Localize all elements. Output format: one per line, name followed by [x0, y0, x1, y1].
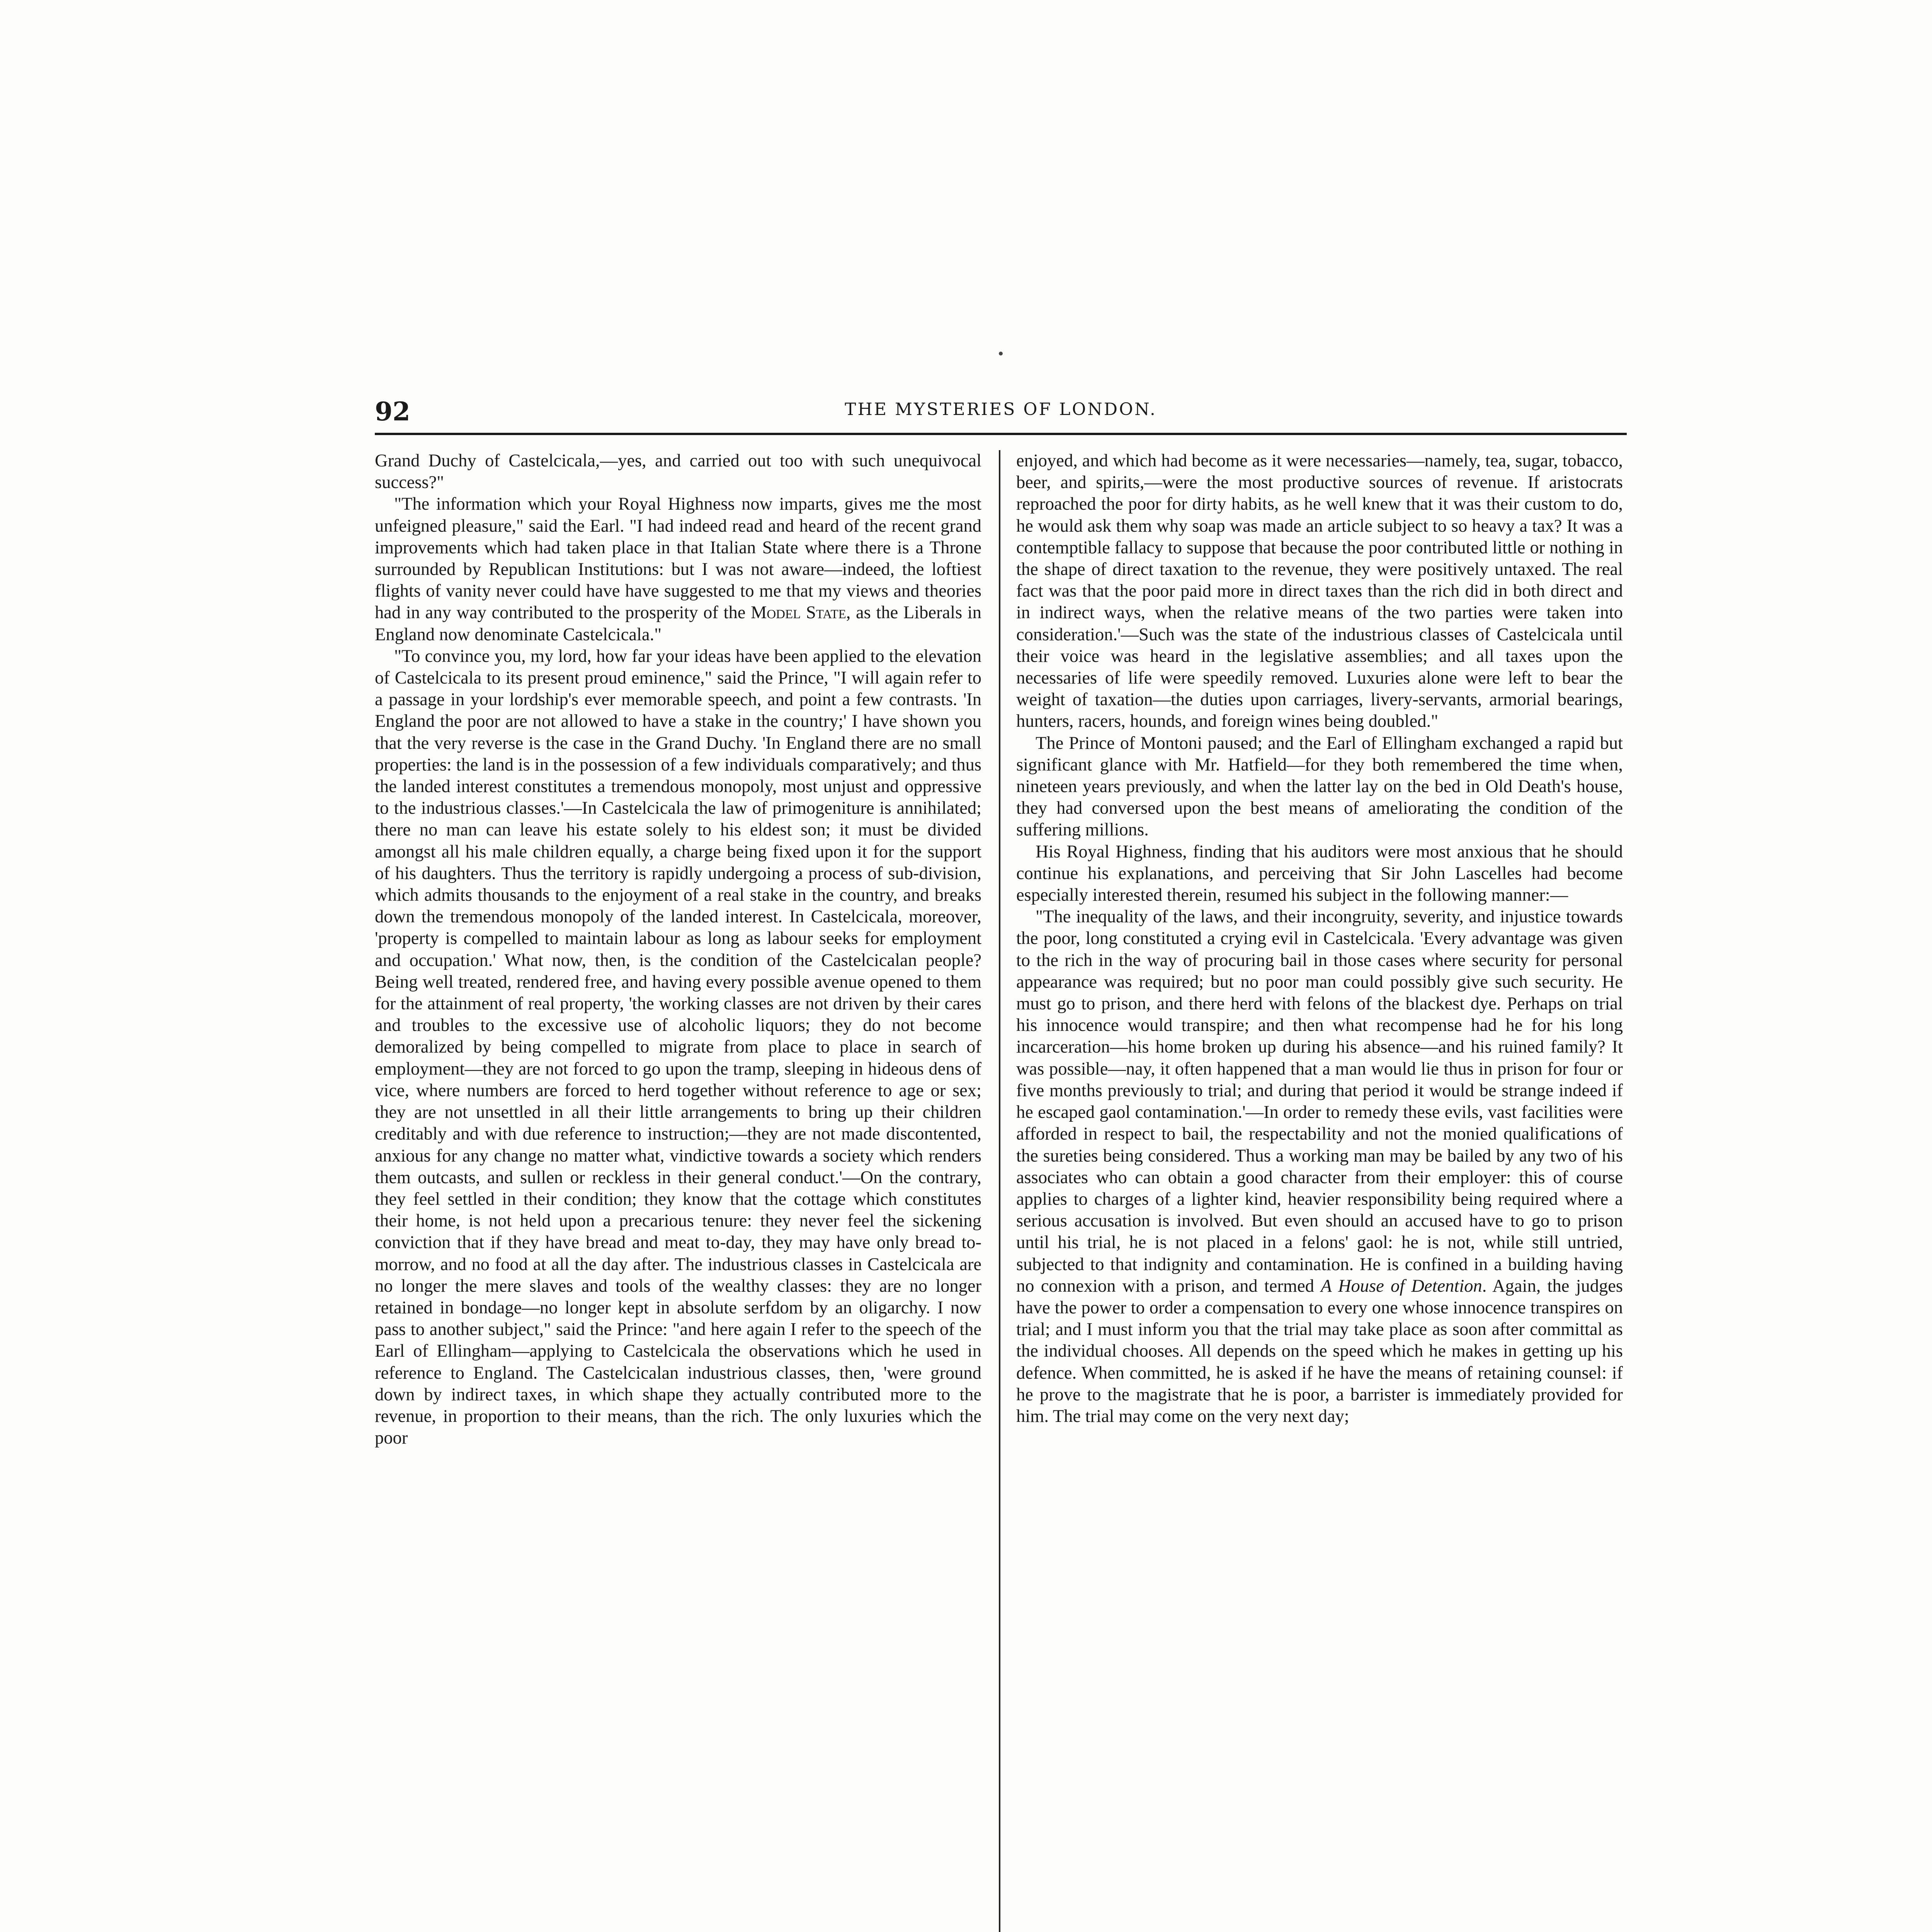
- small-caps-text: Model State: [750, 603, 846, 623]
- book-page: [375, 394, 1627, 1932]
- running-title: THE MYSTERIES OF LONDON.: [845, 400, 1157, 419]
- paragraph: Grand Duchy of Castelcicala,—yes, and carried out too with such unequivocal success?": [375, 451, 981, 493]
- page-number: 92: [375, 396, 410, 427]
- running-header: [375, 394, 1627, 429]
- paragraph: "The inequality of the laws, and their incongruity, severity, and injustice towards the poor, long constituted a crying evil in Castelcicala. 'Every advantage was given to the rich in the way of procuring bail in those cases where security for personal appearance was required; but no poor man could possibly give such security. He must go to prison, and there herd with felons of the blackest dye. Perhaps on trial his innocence would transpire; and then what recompense had he for his long incarceration—his home broken up during his absence—and his ruined family? It was possible—nay, it often happened that a man would lie thus in prison for four or five months previously to trial; and during that period it would be strange indeed if he escaped gaol contamination.'—In order to remedy these evils, vast facilities were afforded in respect to bail, the respectability and not the monied qualifications of the sureties being considered. Thus a working man may be bailed by any two of his associates who can obtain a good character from their employer: this of course applies to charges of a lighter kind, heavier responsibility being required where a serious accusation is involved. But even should an accused have to go to prison until his trial, he is not placed in a felons' gaol: he is not, while still untried, subjected to that indignity and contamination. He is confined in a building having no connexion with a prison, and termed A House of Detention. Again, the judges have the power to order a compensation to every one whose innocence transpires on trial; and I must inform you that the trial may take place as soon after committal as the individual chooses. All depends on the speed which he makes in getting up his defence. When committed, he is asked if he have the means of retaining counsel: if he prove to the magistrate that he is poor, a barrister is immediately provided for him. The trial may come on the very next day;: [1016, 907, 1623, 1426]
- column-divider: [999, 450, 1000, 1932]
- italic-term: A House of Detention: [1321, 1276, 1482, 1296]
- right-column: [1016, 450, 1623, 1932]
- ornament-dot: [999, 352, 1003, 355]
- paragraph: The Prince of Montoni paused; and the Earl of Ellingham exchanged a rapid but significant glance with Mr. Hatfield—for they both remembered the time when, nineteen years previously, and when the latter lay on the bed in Old Death's house, they had conversed upon the best means of ameliorating the condition of the suffering millions.: [1016, 733, 1623, 840]
- header-rule: [375, 433, 1627, 435]
- paragraph: "The information which your Royal Highness now imparts, gives me the most unfeigned pleasure," said the Earl. "I had indeed read and heard of the recent grand improvements which had taken place in that Italian State where there is a Throne surrounded by Republican Institutions: but I was not aware—indeed, the loftiest flights of vanity never could have have suggested to me that my views and theories had in any way contributed to the prosperity of the Model State, as the Liberals in England now denominate Castelcicala.": [375, 494, 981, 645]
- left-column: [375, 450, 981, 1932]
- paragraph: enjoyed, and which had become as it were necessaries—namely, tea, sugar, tobacco, beer, and spirits,—were the most productive sources of revenue. If aristocrats reproached the poor for dirty habits, as he well knew that it was their custom to do, he would ask them why soap was made an article subject to so heavy a tax? It was a contemptible fallacy to suppose that because the poor contributed little or nothing in the shape of direct taxation to the revenue, they were positively untaxed. The real fact was that the poor paid more in direct taxes than the rich did in both direct and in indirect ways, when the relative means of the two parties were taken into consideration.'—Such was the state of the industrious classes of Castelcicala until their voice was heard in the legislative assemblies; and all taxes upon the necessaries of life were speedily removed. Luxuries alone were left to bear the weight of taxation—the duties upon carriages, livery-servants, armorial bearings, hunters, racers, hounds, and foreign wines being doubled.": [1016, 451, 1623, 731]
- paragraph: His Royal Highness, finding that his auditors were most anxious that he should continue his explanations, and perceiving that Sir John Lascelles had become especially interested therein, resumed his subject in the following manner:—: [1016, 842, 1623, 905]
- paragraph: "To convince you, my lord, how far your ideas have been applied to the elevation of Castelcicala to its present proud eminence," said the Prince, "I will again refer to a passage in your lordship's ever memorable speech, and point a few contrasts. 'In England the poor are not allowed to have a stake in the country;' I have shown you that the very reverse is the case in the Grand Duchy. 'In England there are no small properties: the land is in the possession of a few individuals comparatively; and thus the landed interest constitutes a tremendous monopoly, most unjust and oppressive to the industrious classes.'—In Castelcicala the law of primogeniture is annihilated; there no man can leave his estate solely to his eldest son; it must be divided amongst all his male children equally, a charge being fixed upon it for the support of his daughters. Thus the territory is rapidly undergoing a process of sub-division, which admits thousands to the enjoyment of a real stake in the country, and breaks down the tremendous monopoly of the landed interest. In Castelcicala, moreover, 'property is compelled to maintain labour as long as labour seeks for employment and occupation.' What now, then, is the condition of the Castelcicalan people? Being well treated, rendered free, and having every possible avenue opened to them for the attainment of real property, 'the working classes are not driven by their cares and troubles to the excessive use of alcoholic liquors; they do not become demoralized by being compelled to migrate from place to place in search of employment—they are not forced to go upon the tramp, sleeping in hideous dens of vice, where numbers are forced to herd together without reference to age or sex; they are not unsettled in all their little arrangements to bring up their children creditably and with due reference to instruction;—they are not made discontented, anxious for any change no matter what, vindictive towards a society which renders them outcasts, and sullen or reckless in their general conduct.'—On the contrary, they feel settled in their condition; they know that the cottage which constitutes their home, is not held upon a precarious tenure: they never feel the sickening conviction that if they have bread and meat to-day, they may have only bread to-morrow, and no food at all the day after. The industrious classes in Castelcicala are no longer the mere slaves and tools of the wealthy classes: they are no longer retained in bondage—no longer kept in absolute serfdom by an oligarchy. I now pass to another subject," said the Prince: "and here again I refer to the speech of the Earl of Ellingham—applying to Castelcicala the observations which he used in reference to England. The Castelcicalan industrious classes, then, 'were ground down by indirect taxes, in which shape they actually contributed more to the revenue, in proportion to their means, than the rich. The only luxuries which the poor: [375, 646, 981, 1448]
